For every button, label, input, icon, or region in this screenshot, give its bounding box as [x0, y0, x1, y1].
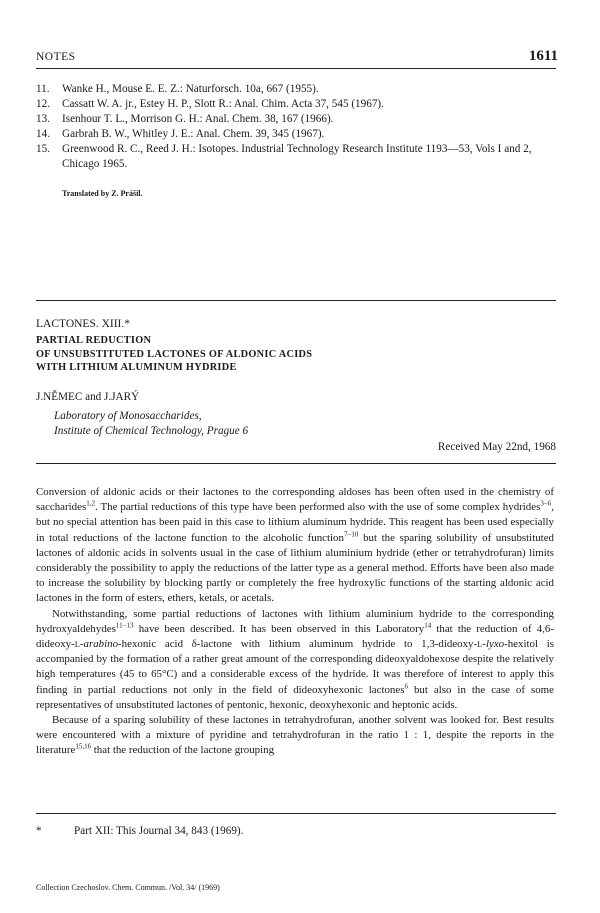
reference-item: 14. Garbrah B. W., Whitley J. E.: Anal. Chem. 39, 345 (1967).: [36, 128, 325, 140]
series-title: LACTONES. XIII.*: [36, 318, 131, 330]
article-authors: J.NĚMEC and J.JARÝ: [36, 391, 140, 403]
footnote-rule: [36, 813, 556, 814]
reference-item: 11. Wanke H., Mouse E. E. Z.: Naturforsch. 10a, 667 (1955).: [36, 83, 319, 95]
paragraph: Because of a sparing solubility of these lactones in tetrahydrofuran, another solvent was looked for. Best results were encountered with a mixture of pyridine and tetrahydrofuran in the ratio 1 : 1, despite the reports in the literature$^{15,16}$ that the reduction of the lactone grouping: [36, 714, 554, 757]
running-header-section: NOTES: [36, 51, 76, 63]
reference-list: [36, 82, 561, 172]
journal-footer: Collection Czechoslov. Chem. Commun. /Vol. 34/ (1969): [36, 883, 220, 892]
article-body: [36, 485, 554, 759]
page-number: 1611: [528, 48, 558, 64]
section-rule: [36, 300, 556, 301]
reference-item: 12. Cassatt W. A. jr., Estey H. P., Slott R.: Anal. Chim. Acta 37, 545 (1967).: [36, 98, 384, 110]
author-affiliation: Laboratory of Monosaccharides, Institute of Chemical Technology, Prague 6: [54, 410, 249, 437]
reference-item: 15. Greenwood R. C., Reed J. H.: Isotopes. Industrial Technology Research Institute 1193—53, Vols I and 2, Chicago 1965.: [36, 143, 532, 170]
body-rule: [36, 463, 556, 464]
paragraph: Notwithstanding, some partial reductions of lactones with lithium aluminium hydride to the corresponding hydroxyaldehydes$^{11-13}$ have been described. It has been observed in this Laboratory$^{14}$ that the reduction of 4,6-dideoxy-L-arabino-hexonic acid δ-lactone with lithium aluminum hydride to 1,3-dideoxy-L-lyxo-hexitol is accompanied by the formation of a rather great amount of the corresponding dideoxyaldohexose despite the relatively high temperatures (45 to 65°C) and a considerable excess of the hydride. It was therefore of interest to apply this finding in partial reductions not only in the field of dideoxyhexonic lactones$^6$ but also in the case of some representatives of unsubstituted lactones of pentonic, hexonic, deoxyhexonic and heptonic acids.: [36, 607, 554, 711]
paragraph: Conversion of aldonic acids or their lactones to the corresponding aldoses has been often used in the chemistry of saccharides$^{1,2}$. The partial reductions of this type have been performed also with the use of some complex hydrides$^{3-6}$, but no special attention has been paid in this case to lithium aluminum hydride. This reagent has been used especially in total reductions of the lactone function to the alcoholic function$^{7-10}$ but the sparing solubility of unsubstituted lactones of aldonic acids in solvents usual in the case of lithium aluminium hydride (ether or tetrahydrofuran) limits considerably the possibility to apply the reductions of the latter type as a general method. Efforts have been also made to increase the solubility by blocking partly or completely the free hydroxylic functions of the starting aldonic acid lactones in the form of esters, ethers, ketals, or acetals.: [36, 486, 554, 605]
footnote: * Part XII: This Journal 34, 843 (1969).: [36, 825, 244, 837]
reference-item: 13. Isenhour T. L., Morrison G. H.: Anal. Chem. 38, 167 (1966).: [36, 113, 334, 125]
translator-credit: Translated by Z. Prášil.: [62, 189, 143, 198]
header-rule: [36, 68, 556, 69]
received-date: Received May 22nd, 1968: [437, 441, 556, 453]
article-title: PARTIAL REDUCTION OF UNSUBSTITUTED LACTONES OF ALDONIC ACIDS WITH LITHIUM ALUMINUM HYDRIDE: [36, 335, 313, 373]
